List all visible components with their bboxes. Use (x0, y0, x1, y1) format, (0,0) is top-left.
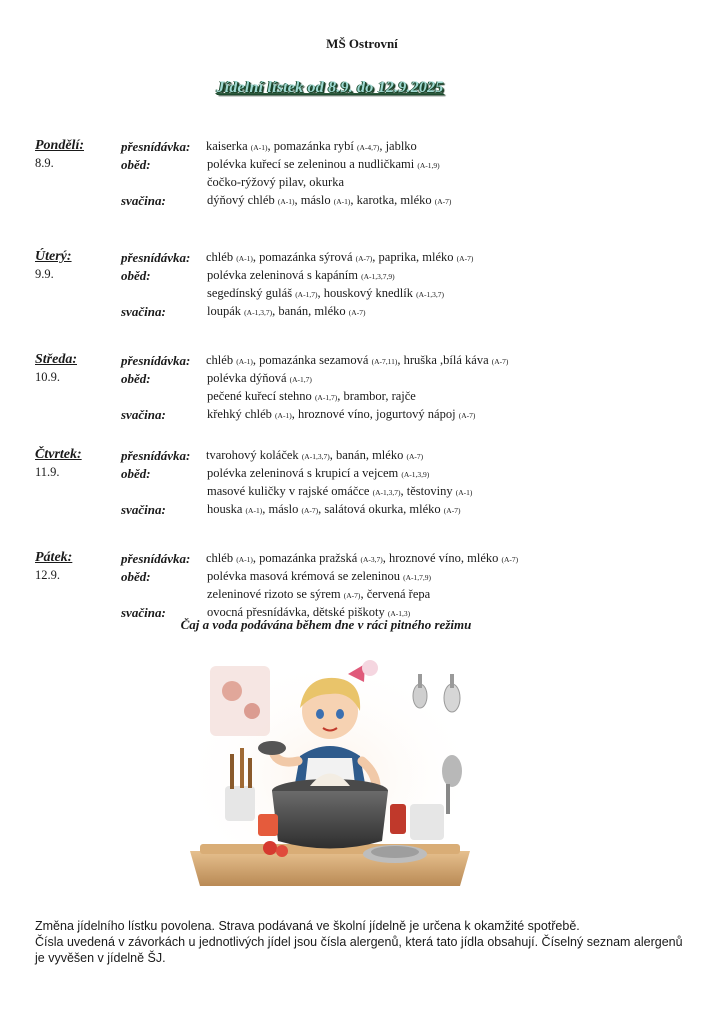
meal-items (207, 286, 444, 301)
food-text: chléb (206, 250, 237, 264)
meal-label: přesnídávka: (121, 353, 191, 368)
food-text: , hroznové víno, mléko (382, 551, 502, 565)
meal-items (206, 139, 417, 154)
meal-items (207, 587, 430, 602)
day-name: Pondělí: (35, 138, 84, 153)
meal-items (207, 175, 344, 190)
allergen-codes: (A-1,3,7) (416, 290, 445, 299)
food-text: , pomazánka pražská (252, 551, 361, 565)
food-text: polévka kuřecí se zeleninou a nudličkami (207, 157, 418, 171)
allergen-codes: (A-7) (491, 357, 509, 366)
allergen-codes: (A-7) (443, 506, 461, 515)
food-text: , hruška ,bílá káva (397, 353, 492, 367)
food-text: , pomazánka sýrová (252, 250, 356, 264)
food-text: , jablko (379, 139, 417, 153)
food-text: , těstoviny (400, 484, 456, 498)
food-text: dýňový chléb (207, 193, 278, 207)
food-text: křehký chléb (207, 407, 276, 421)
meal-items (206, 551, 518, 566)
day-name: Pátek: (35, 550, 73, 565)
food-text: masové kuličky v rajské omáčce (207, 484, 373, 498)
allergen-codes: (A-1) (333, 197, 351, 206)
allergen-codes: (A-1,3,7) (372, 488, 401, 497)
food-text: , banán, mléko (329, 448, 407, 462)
allergen-codes: (A-7) (301, 506, 319, 515)
food-text: zeleninové rizoto se sýrem (207, 587, 344, 601)
food-text: polévka dýňová (207, 371, 290, 385)
allergen-codes: (A-1,7) (295, 290, 318, 299)
day-date: 12.9. (35, 568, 60, 582)
allergen-codes: (A-7) (343, 591, 361, 600)
school-name: MŠ Ostrovní (326, 36, 398, 51)
meal-label: oběd: (121, 466, 151, 481)
allergen-codes: (A-4,7) (357, 143, 380, 152)
allergen-codes: (A-1,3,7,9) (361, 272, 395, 281)
allergen-codes: (A-1,3,7) (301, 452, 330, 461)
allergen-codes: (A-1,3,9) (401, 470, 430, 479)
food-text: polévka zeleninová s kapáním (207, 268, 362, 282)
meal-items (206, 353, 508, 368)
food-text: , salátová okurka, mléko (318, 502, 444, 516)
meal-items (206, 448, 423, 463)
food-text: , pomazánka rybí (267, 139, 358, 153)
allergen-codes: (A-7,11) (371, 357, 398, 366)
food-text: , pomazánka sezamová (252, 353, 372, 367)
footer-notes (35, 918, 685, 966)
meal-label: oběd: (121, 371, 151, 386)
allergen-codes: (A-1) (236, 555, 253, 564)
allergen-codes: (A-1) (275, 411, 292, 420)
allergen-codes: (A-1) (236, 357, 253, 366)
meal-items (207, 371, 312, 386)
meal-label: přesnídávka: (121, 250, 191, 265)
allergen-codes: (A-1,9) (417, 161, 440, 170)
allergen-codes: (A-7) (458, 411, 476, 420)
food-text: , červená řepa (360, 587, 431, 601)
allergen-codes: (A-1) (245, 506, 263, 515)
allergen-codes: (A-1,3) (387, 609, 411, 618)
allergen-codes: (A-7) (406, 452, 424, 461)
allergen-codes: (A-1,3,7) (244, 308, 273, 317)
allergen-codes: (A-7) (434, 197, 452, 206)
drinking-regime-note: Čaj a voda podávána během dne v ráci pitného režimu (180, 617, 472, 632)
meal-label: oběd: (121, 569, 151, 584)
footer-line: Čísla uvedená v závorkách u jednotlivých jídel jsou čísla alergenů, která tato jídla obsahují. Číselný seznam alergenů je vyvěšen v jídelně ŠJ. (35, 935, 683, 965)
meal-items (206, 250, 473, 265)
meal-label: svačina: (121, 304, 166, 319)
food-text: čočko-rýžový pilav, okurka (207, 175, 344, 189)
meal-label: přesnídávka: (121, 139, 191, 154)
meal-label: svačina: (121, 193, 166, 208)
food-text: kaiserka (206, 139, 251, 153)
food-text: pečené kuřecí stehno (207, 389, 315, 403)
food-text: , paprika, mléko (372, 250, 457, 264)
food-text: segedínský guláš (207, 286, 296, 300)
day-date: 8.9. (35, 156, 54, 170)
food-text: , máslo (294, 193, 334, 207)
food-text: , máslo (262, 502, 302, 516)
food-text: , karotka, mléko (350, 193, 435, 207)
meal-items (207, 569, 431, 584)
day-name: Čtvrtek: (35, 447, 82, 462)
allergen-codes: (A-7) (348, 308, 366, 317)
meal-items (207, 389, 416, 404)
meal-label: svačina: (121, 502, 166, 517)
chef-girl-illustration (180, 636, 480, 898)
allergen-codes: (A-1,7,9) (403, 573, 432, 582)
meal-label: oběd: (121, 268, 151, 283)
food-text: , houskový knedlík (317, 286, 417, 300)
meal-items (207, 484, 472, 499)
allergen-codes: (A-1) (455, 488, 473, 497)
food-text: , brambor, rajče (337, 389, 416, 403)
allergen-codes: (A-1,7) (314, 393, 338, 402)
meal-label: svačina: (121, 605, 166, 620)
food-text: polévka zeleninová s krupicí a vejcem (207, 466, 402, 480)
food-text: , banán, mléko (272, 304, 349, 318)
meal-label: přesnídávka: (121, 551, 191, 566)
meal-items (207, 304, 365, 319)
day-name: Středa: (35, 352, 77, 367)
meal-label: oběd: (121, 157, 151, 172)
meal-items (207, 502, 460, 517)
food-text: chléb (206, 353, 237, 367)
meal-items (207, 193, 451, 208)
allergen-codes: (A-7) (456, 254, 474, 263)
menu-title: Jídelní lístek od 8.9. do 12.9.2025 (216, 79, 444, 96)
allergen-codes: (A-1) (277, 197, 295, 206)
day-date: 11.9. (35, 465, 60, 479)
allergen-codes: (A-1) (236, 254, 253, 263)
meal-items (207, 407, 475, 422)
meal-items (207, 157, 440, 172)
day-name: Úterý: (35, 249, 72, 264)
food-text: loupák (207, 304, 245, 318)
food-text: ovocná přesnídávka, dětské piškoty (207, 605, 388, 619)
meal-items (207, 466, 429, 481)
allergen-codes: (A-1) (250, 143, 268, 152)
food-text: chléb (206, 551, 237, 565)
meal-items (207, 268, 395, 283)
day-date: 10.9. (35, 370, 60, 384)
allergen-codes: (A-3,7) (360, 555, 383, 564)
footer-line: Změna jídelního lístku povolena. Strava podávaná ve školní jídelně je určena k okamžité spotřebě. (35, 919, 580, 933)
allergen-codes: (A-1,7) (289, 375, 312, 384)
food-text: tvarohový koláček (206, 448, 302, 462)
food-text: houska (207, 502, 246, 516)
allergen-codes: (A-7) (501, 555, 519, 564)
food-text: polévka masová krémová se zeleninou (207, 569, 404, 583)
day-date: 9.9. (35, 267, 54, 281)
meal-label: svačina: (121, 407, 166, 422)
allergen-codes: (A-7) (355, 254, 373, 263)
food-text: , hroznové víno, jogurtový nápoj (291, 407, 459, 421)
meal-label: přesnídávka: (121, 448, 191, 463)
